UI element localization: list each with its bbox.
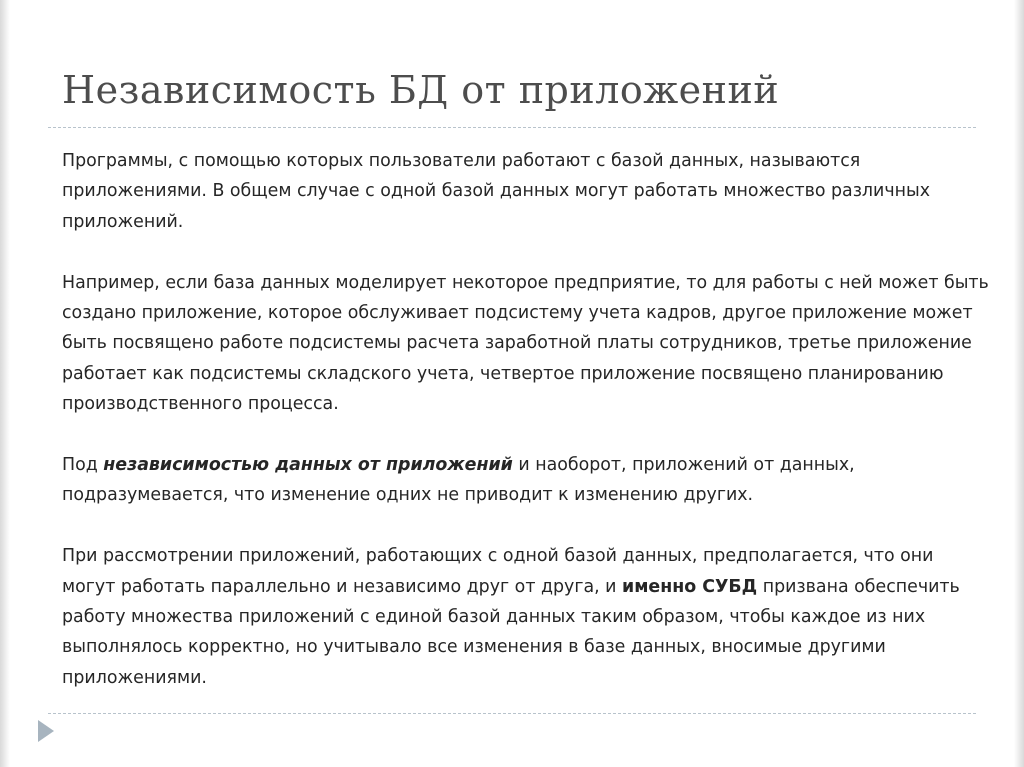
slide-body (62, 146, 992, 693)
slide-right-edge-shadow (1014, 0, 1024, 767)
paragraph-enterprise-example: Например, если база данных моделирует некоторое предприятие, то для работы с ней может быть создано приложение, которое обслуживает подсистему учета кадров, другое приложение может быть посвящено работе подсистемы расчета заработной платы сотрудников, третье приложение работает как подсистемы складского учета, четвертое приложение посвящено планированию производственного процесса. (62, 272, 989, 415)
paragraph-text: Под (62, 455, 104, 476)
slide-left-edge-shadow (0, 0, 10, 767)
paragraph-dbms-role (62, 541, 992, 693)
highlighted-term-data-independence: независимостью данных от приложений (103, 455, 513, 476)
slide-title: Независимость БД от приложений (62, 68, 780, 112)
highlighted-term-dbms: именно СУБД (622, 576, 758, 597)
play-triangle-icon (36, 718, 56, 744)
paragraph-applications-definition: Программы, с помощью которых пользователи работают с базой данных, называются приложениями. В общем случае с одной базой данных могут работать множество различных приложений. (62, 151, 931, 232)
paragraph-text: При рассмотрении приложений, работающих с одной базой данных, предполагается, что они могут работать параллельно и независимо друг от друга, и (62, 546, 934, 597)
paragraph-text: призвана обеспечить работу множества приложений с единой базой данных таким образом, чтобы каждое из них выполнялось корректно, но учитывало все изменения в базе данных, вносимые другими приложениями. (62, 576, 960, 688)
paragraph-data-independence (62, 450, 992, 511)
title-divider (48, 127, 976, 128)
footer-divider (48, 713, 976, 714)
paragraph-text: и наоборот, приложений от данных, подразумевается, что изменение одних не приводит к изменению других. (62, 455, 855, 506)
